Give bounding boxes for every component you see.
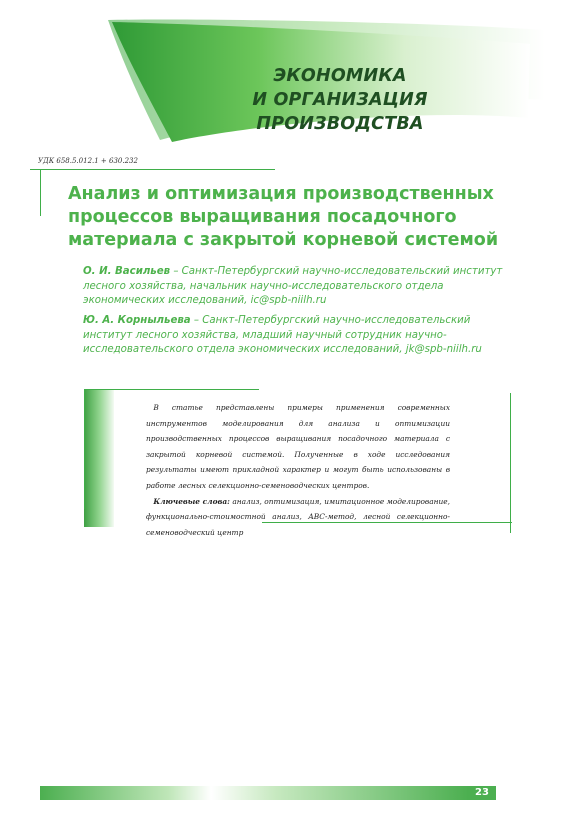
keywords-label: Ключевые слова:: [153, 496, 230, 506]
abstract-keywords: [146, 494, 450, 541]
footer-bar: [40, 786, 468, 800]
udk-code: УДК 658.5.012.1 + 630.232: [38, 157, 138, 165]
abstract-text: [146, 400, 450, 494]
abstract-left-rule: [84, 389, 85, 509]
author-2-affiliation: – Санкт-Петербургский научно-исследовательский институт лесного хозяйства, младший научный сотрудник научно-исследовательского отдела экономических исследований, jk@spb-niilh.ru: [83, 315, 482, 355]
article-title: Анализ и оптимизация производственных процессов выращивания посадочного материала с закрытой корневой системой: [68, 184, 499, 250]
author-2: [83, 314, 513, 358]
section-title: [170, 64, 510, 136]
abstract-gradient-bar: [84, 389, 114, 527]
keywords-list: анализ, оптимизация, имитационное моделирование, функционально-стоимостной анализ, ABC-метод, лесной селекционно-семеноводческий центр: [146, 496, 450, 537]
section-title-line1: ЭКОНОМИКА: [273, 66, 407, 86]
section-title-line2: И ОРГАНИЗАЦИЯ ПРОИЗВОДСТВА: [252, 90, 428, 134]
abstract-right-rule: [510, 393, 511, 533]
author-1-name: О. И. Васильев: [83, 266, 171, 277]
abstract-body: В статье представлены примеры применения современных инструментов моделирования для анализа и оптимизации производственных процессов выращивания посадочного материала с закрытой корневой системой. Полученные в ходе исследования результаты имеют прикладной характер и могут быть использованы в работе лесных селекционно-семеноводческих центров.: [146, 403, 450, 490]
author-1-affiliation: – Санкт-Петербургский научно-исследовательский институт лесного хозяйства, начальник научно-исследовательского отдела экономических исследований, ic@spb-niilh.ru: [83, 266, 503, 306]
abstract: [146, 400, 450, 540]
udk-rule: [30, 169, 275, 170]
page-number: 23: [468, 786, 496, 800]
abstract-top-rule: [84, 389, 259, 390]
author-2-name: Ю. А. Корныльева: [83, 315, 191, 326]
title-left-vertical-rule: [40, 169, 41, 216]
author-1: [83, 265, 513, 309]
